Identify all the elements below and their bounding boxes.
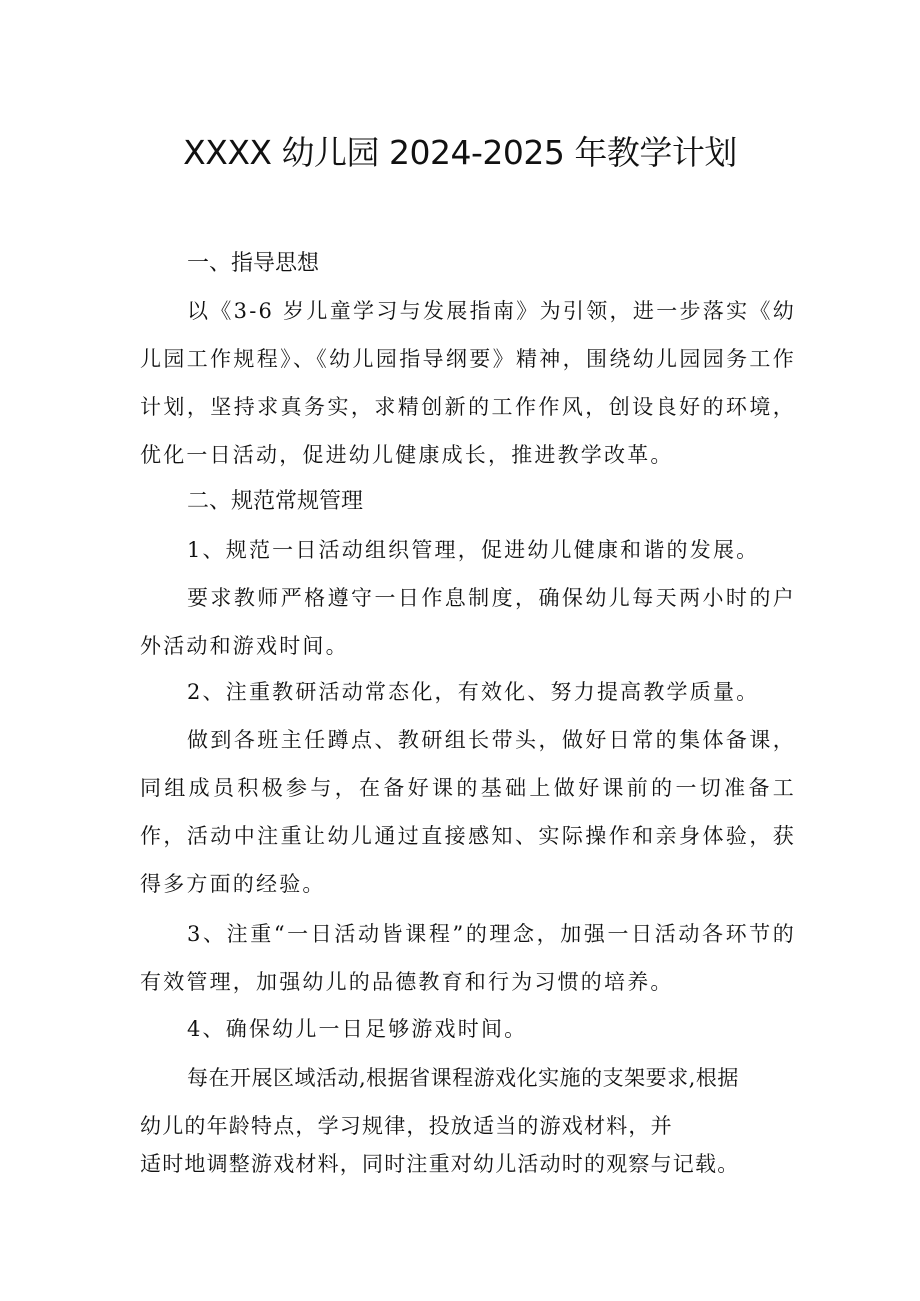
section-heading-guiding-ideology: 一、指导思想 xyxy=(187,251,320,276)
paragraph-item-1: 1、规范一日活动组织管理，促进幼儿健康和谐的发展。 xyxy=(187,538,760,562)
paragraph-guiding-ideology: 以《3-6 岁儿童学习与发展指南》为引领，进一步落实《幼儿园工作规程》、《幼儿园指导纲要》精神，围绕幼儿园园务工作计划，坚持求真务实，求精创新的工作作风，创设良好的环境，优化一日活动，促进幼儿健康成长，推进教学改革。 xyxy=(140,299,796,467)
paragraph-item-4-detail-line-2: 幼儿的年龄特点，学习规律，投放适当的游戏材料，并 xyxy=(140,1114,673,1138)
section-heading-routine-management: 二、规范常规管理 xyxy=(187,489,364,514)
paragraph-item-2: 2、注重教研活动常态化，有效化、努力提高教学质量。 xyxy=(187,680,760,704)
paragraph-item-3: 3、注重“一日活动皆课程”的理念，加强一日活动各环节的有效管理，加强幼儿的品德教育和行为习惯的培养。 xyxy=(140,922,796,994)
document-title: XXXX 幼儿园 2024-2025 年教学计划 xyxy=(183,133,737,172)
paragraph-item-2-detail: 做到各班主任蹲点、教研组长带头，做好日常的集体备课，同组成员积极参与，在备好课的基础上做好课前的一切准备工作，活动中注重让幼儿通过直接感知、实际操作和亲身体验，获得多方面的经验。 xyxy=(140,728,796,896)
paragraph-item-1-detail: 要求教师严格遵守一日作息制度，确保幼儿每天两小时的户外活动和游戏时间。 xyxy=(140,586,796,658)
paragraph-item-4: 4、确保幼儿一日足够游戏时间。 xyxy=(187,1017,528,1041)
paragraph-item-4-detail-line-1: 每在开展区域活动,根据省课程游戏化实施的支架要求,根据 xyxy=(187,1066,739,1090)
paragraph-item-4-detail-line-3: 适时地调整游戏材料，同时注重对幼儿活动时的观察与记载。 xyxy=(140,1152,740,1176)
